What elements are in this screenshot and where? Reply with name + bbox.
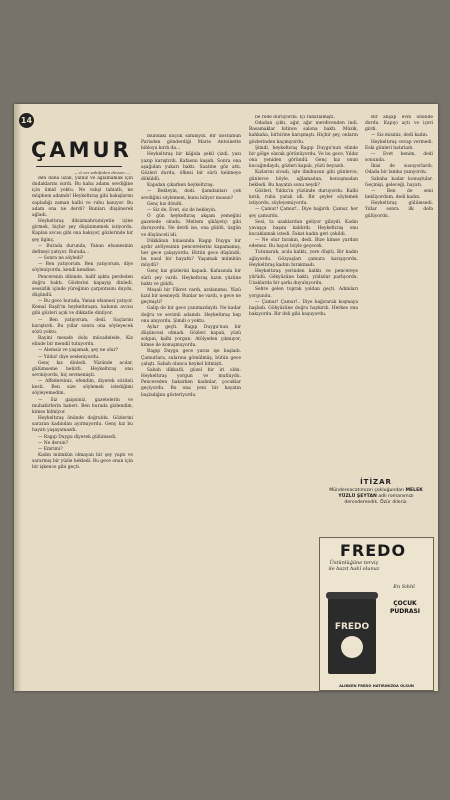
col4-paragraph: — Ben de seni bekliyordum, dedi kadın. <box>365 188 433 201</box>
col3-paragraph: Tutunarak, acıla kalktı, yere düştü. Bir kadın ağlıyordu. Gözyaşları çamura karışıyordu. Heykeltıraş kadını bırakmadı. <box>249 250 358 268</box>
col2-paragraph: Meşali bir Fikret vardı, arslanımsı. Yüzü kızıl bir nesneydi. Bunlar ne vardı, o gece ne geçmişti? <box>141 287 241 306</box>
fredo-advertisement <box>319 537 434 691</box>
col3-paragraph: Sehre gelen toprak yoldan geçti. Adımları yorgundu. <box>249 287 358 299</box>
col1-paragraph: Heykeltıraş dilsizmahrumiyetin içine girmek, hiçbir şey düşünmemek istiyordu. Kaplan avcısı gibi ona bakıyor, gözlerinde bir şey ilginç. <box>32 219 133 243</box>
notice-text-end: adlı romanımızı dercedemedik. Özür dileriz. <box>344 494 414 505</box>
ad-brand-logo: FREDO <box>340 541 407 560</box>
col1-paragraph: — Affedersiniz, efendim, diyerek sözünü kesti. Ben size söylemek istediğimi söyleyemedim. <box>32 379 133 397</box>
ad-footer-tagline: ALIRKEN FREDO HATIRINIZDA OLSUN <box>339 684 414 688</box>
col2-paragraph: mundaki küçük sahibiydi. Bir dostumun Parisden gönderdiği Marie Antoinette bibloyu kırdı da... <box>141 134 241 152</box>
col2-paragraph: — Bekleyin, dedi. Şamdanları çok sevdiğini söylemem, bunu biliyor musun? <box>141 189 241 201</box>
col1-paragraph: Rayini mesafe dolu mücadelede, Kiz elinde bir mendil tutuyordu. <box>32 336 133 348</box>
col3-paragraph: be rede duruyordu. İçi rahatlamıştı. <box>255 115 335 120</box>
col1-paragraph: — Siz gaipsiniz, gazetelerin ve muhabirlerin haberi. Ben burada gizlendim, kimse bilmiyor. <box>32 397 133 415</box>
col4-paragraph: Bir ahşap evin önünde durdu. Kapıyı açtı ve içeri girdi. <box>365 115 433 133</box>
col2-paragraph: O gün heykeltıraş akşam yemeğini gazetede okudu. Meltem şikâyetçi gibi duruyordu. Ne derdi ise, ona güldü, üzgün ve düşünceli idi. <box>141 214 241 238</box>
ad-product-name <box>380 600 430 616</box>
col4-paragraph: — Siz misiniz, dedi kadın. <box>371 133 429 139</box>
ad-slogan: Üstünlüğüne terviç ile bazıt hakî olunuz <box>328 560 380 572</box>
baby-face-icon <box>341 636 363 658</box>
col2-paragraph: Kapıdan çıkarken heykeltıraş: <box>147 183 214 189</box>
col3-paragraph: Heykeltıraş yerinden kalktı ve pencereye yürüdü. Gökyüzüne baktı, yıldızlar parlıyordu. Uzaklarda bir şarkı duyuluyordu. <box>249 268 358 287</box>
col1-paragraph: Pencerenin dibinde, hafif ışıkta perdeden doğru baktı. Gözlerini kapayıp dinledi, sessizlik içinde yüreğinin çarpıntısını duydu, düşündü. <box>32 274 133 298</box>
col4-paragraph: İkisi de susuyorlardı. Odada bir lamba yanıyordu. <box>365 164 433 176</box>
col3-paragraph: Gözleri, Yıldız'ın yüzünde duruyordu. Kalbi kırık, ruhu yaralı idi. Bir şeyler söylemek istiyordu, söyleyemiyordu. <box>249 188 358 207</box>
ad-subtitle: En Sıhhî <box>393 584 415 590</box>
col1-paragraph: den daha uzak, yalnız ve ağlamamak için dudaklarını ısırdı. Bu kaba adamı sevdiğine için ümid yoktu. Ne vahşi tabiatlı, ne müphem adamdı! Heykeltıraş gibi bakışlarını sapladığı zaman kalbi ve ruhu kanıyor. Bu adam ona ne derdi? Bunları düşünerek ağladı. <box>32 176 133 218</box>
col4-paragraph: Sabaha kadar konuştular. Geçmişi, geleceği, hayatı. <box>365 176 433 188</box>
col1-paragraph: Kadın mümkün olmayan bir şey yaptı ve sararmış bir yüzle bekledi. Bu gece onun için bir işkence gibi geçti. <box>32 453 133 471</box>
col4-paragraph: Heykeltıraş gülümsedi. Yıllar sonra ilk defa gülüyordu. <box>365 201 433 219</box>
col1-paragraph: Genç kız dinledi. Yüzünde acılar, gülümseme belirdi. Heykeltıraş onu sevmiyordu, hiç sevmemişti. <box>32 360 133 378</box>
col1-paragraph: — Yıldız! diye sesleniyordu. <box>38 354 100 360</box>
col1-paragraph: — Bu gece burada, Yanan efsanesi yatıyor. Kemal Raşit'in heykeltıraşın, kabının avcısı gibi gözleri açık ve dikkatle dinliyor. <box>32 299 133 317</box>
notice-text-start: Mündereacatımızın çokluğundan <box>329 488 406 493</box>
powder-tin-image <box>328 596 376 674</box>
col1-paragraph: — Burada durunda, Yanan efsanesinin defineyi yatıyor. Burada... <box>32 243 133 255</box>
ad-product-line-1: ÇOCUK <box>393 600 417 607</box>
text-column-2 <box>141 134 241 684</box>
notice-title: İTİZAR <box>360 478 392 486</box>
page-number: 14 <box>19 113 34 128</box>
col2-paragraph: Galip de bir gece yanımızdaydı. Ne kadar doğru ve sevimli adamdı. Heykeltıraş hep onu anıyordu. Şimdi o yoktu. <box>141 306 241 324</box>
col1-paragraph: — Alemsiz ve yaşamak, şey ne olur? <box>38 348 119 354</box>
col3-paragraph: Sesi, ta uzaklardan geliyor gibiydi. Kadın yavaşça başını kaldırdı. Heykeltıraş onu kucaklamak istedi. Fakat kadın geri çekildi. <box>249 219 358 237</box>
col1-paragraph: — Ben yatıyorum, dedi. Saçlarını karıştırdı. Bu yıllar sonra ona söyleyecek sözü yoktu. <box>32 317 133 335</box>
col2-paragraph: Ragıp Duygu gece yarısı işe başladı. Çamurlara, sularına gömülmüş, bütün gece çalıştı. Sabah olunca heykel bitmişti. <box>141 349 241 367</box>
col2-paragraph: Genç kız döndü. <box>147 201 183 207</box>
powder-tin-lid <box>326 592 378 599</box>
continuation-note: — 6 ncı sahifeden devam — <box>74 170 131 175</box>
col2-paragraph: Dükkânın binasında Ragıp Duygu bir aydır atölyesinin pencerelerini kapamamış, her gece çalışıyordu. Bütün gece düşündü, bu nasıl bir hayattı? Yaşamak mümkün müydü? <box>141 238 241 269</box>
ad-product-line-2: PUDRASI <box>389 608 421 615</box>
col1-paragraph: — Emrimi? <box>38 446 63 452</box>
notice-novel-name: MELEK YÜZLÜ ŞEYTAN <box>338 488 423 499</box>
text-column-4 <box>365 115 433 407</box>
col3-paragraph: Odadan çıktı, ağır, ağır merdivenden indi. Basamaklar bitince salona baktı. Müzik, kahkaha, birbirine karışmıştı. Hiçbir şey, onların gözlerinden kaçmıyordu. <box>249 121 358 145</box>
col1-paragraph: — Sonra ne söyledi? <box>38 256 84 262</box>
col3-paragraph: — Çamur! Çamur!.. Diye bağırarak koşmaya başladı. Gökyüzüne doğru haykırdı. Herkes ona bakıyordu. Bir deli gibi koşuyordu. <box>249 299 358 317</box>
col3-paragraph: — Ne olur bırakın, dedi. Bize kimse yardım edemez. Bu hayat böyle geçecek. <box>249 238 358 250</box>
col1-paragraph: — Ragıp Duygu diyerek gülümsedi. <box>38 434 117 440</box>
col3-paragraph: — Çamur! Çamur!.. Diye bağırdı. Çamur, her şey çamurdu. <box>249 207 358 219</box>
magazine-page <box>14 104 438 691</box>
col3-paragraph: Kızlarını sivadı, işte ilmihusun gibi günlerce, günlerce böyle, ağlamadan, konuşmadan bekledi. Bu hayatın sonu neydi? <box>249 170 358 188</box>
col2-paragraph: — Siz de, Evet, siz de bekleyin. <box>147 207 217 213</box>
col2-paragraph: Heykeltıraş bir kâğıda şekil çizdi, yazı yazıp karıştırdı. Kafasını kaşıdı. Sonra ona aşağıdan yukarı baktı. Saatine göz attı. Gözleri durdu, öfkesi bir sürü kelimeye döküldü. <box>141 152 241 183</box>
col1-paragraph: Heykeltıraş önünde doğruldu. Gözlerini sararan kadından ayırmıyordu. Genç kız bu hayatı yaşayamazdı. <box>32 416 133 434</box>
col2-paragraph: Genç kız gözlerini kapadı. Kafasında bir sürü şey vardı. Heykeltıraş kızın yüzüne baktı ve güldü. <box>141 269 241 287</box>
col3-paragraph: Şimdi, heykeltıraş Ragıp Duygu'nun elinde bir gölge olarak görünüyordu. Ve bu gece, Yıldız ona yeniden göründü. Genç kız onun kucağındaydı, gözleri kapalı, yüzü beyazdı. <box>249 145 358 170</box>
notice-text <box>321 488 431 506</box>
story-title: ÇAMUR <box>31 138 132 162</box>
powder-tin-label: FREDO <box>334 622 370 632</box>
col1-paragraph: — Ben yatıyorum. Ben yatıyorum, diye söyleniyordu, kendi kendine. <box>32 262 133 274</box>
col4-paragraph: — Evet benim, dedi sonunda. <box>365 151 433 164</box>
col1-paragraph: — Ne dersin? <box>38 440 68 446</box>
col2-paragraph: Sabah dikkatli, güzel bir iri oldu. Heykeltıraş yorgun ve mutluydu. Pencereden bakarken kadınlar, çocuklar geçiyordu. Bu ona yeni bir hayatın başladığını gösteriyordu. <box>141 367 241 398</box>
title-divider <box>36 166 122 167</box>
page-gutter <box>14 104 22 691</box>
text-column-1 <box>32 176 133 684</box>
col4-paragraph: Heykeltıraş cevap vermedi. Eski günleri hatırladı. <box>365 139 433 151</box>
col2-paragraph: Aylar geçti. Ragıp Duygu'nun bir düşüncesi olmadı. Gözleri kapalı, yüzü solgun, kalbi yorgun. Atölyeden çıkmıyor, kimse ile konuşmuyordu. <box>141 324 241 349</box>
